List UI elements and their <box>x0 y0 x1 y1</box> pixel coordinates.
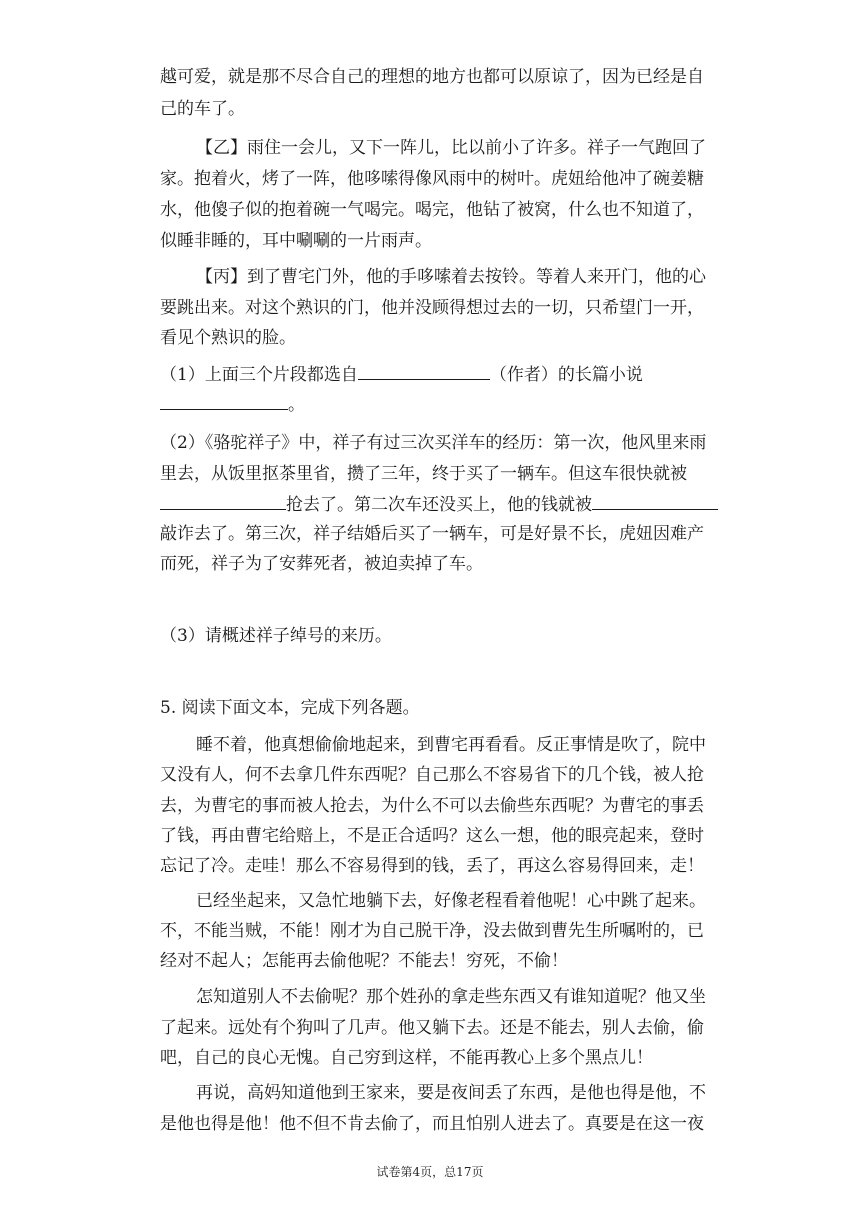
answer-blank-author[interactable] <box>358 363 490 380</box>
page-footer: 试卷第4页，总17页 <box>376 1165 484 1179</box>
question-2-line: 敲诈去了。第三次，祥子结婚后买了一辆车，可是好景不长，虎妞因难产 <box>160 524 704 544</box>
passage-yi-line: 家。抱着火，烤了一阵，他哆嗦得像风雨中的树叶。虎妞给他冲了碗姜糖 <box>160 169 704 189</box>
passage-jia-line: 越可爱，就是那不尽合自己的理想的地方也都可以原谅了，因为已经是自 <box>160 67 704 87</box>
passage-bing-line: 看见个熟识的脸。 <box>160 328 296 348</box>
passage-yi-line: 似睡非睡的，耳中唰唰的一片雨声。 <box>160 231 432 251</box>
q5-para2-line: 已经坐起来，又急忙地躺下去，好像老程看着他呢！心中跳了起来。 <box>196 891 706 911</box>
q5-para4-line: 再说，高妈知道他到王家来，要是夜间丢了东西，是他也得是他，不 <box>196 1083 706 1103</box>
q5-para3-line: 吧，自己的良心无愧。自己穷到这样，不能再教心上多个黑点儿！ <box>160 1048 653 1068</box>
question-1-text: （1）上面三个片段都选自 <box>160 365 358 385</box>
passage-yi-line: 水，他傻子似的抱着碗一气喝完。喝完，他钻了被窝，什么也不知道了， <box>160 200 704 220</box>
passage-bing-line: 要跳出来。对这个熟识的门，他并没顾得想过去的一切，只希望门一开， <box>160 298 704 318</box>
passage-yi-line: 【乙】雨住一会儿，又下一阵儿，比以前小了许多。祥子一气跑回了 <box>196 138 706 158</box>
passage-jia-line: 己的车了。 <box>160 99 245 119</box>
question-2-line: 而死，祥子为了安葬死者，被迫卖掉了车。 <box>160 554 483 574</box>
question-3: （3）请概述祥子绰号的来历。 <box>160 626 392 646</box>
question-2-line: 里去，从饭里抠茶里省，攒了三年，终于买了一辆车。但这车很快就被 <box>160 464 687 484</box>
q5-para3-line: 了起来。远处有个狗叫了几声。他又躺下去。还是不能去，别人去偷，偷 <box>160 1018 704 1038</box>
answer-blank-novel[interactable] <box>160 393 288 410</box>
question-1-cont <box>160 393 305 416</box>
question-1-text: 。 <box>288 395 305 415</box>
q5-para1-line: 了钱，再由曹宅给赔上，不是正合适吗？这么一想，他的眼亮起来，登时 <box>160 826 704 846</box>
q5-para1-line: 又没有人，何不去拿几件东西呢？自己那么不容易省下的几个钱，被人抢 <box>160 765 704 785</box>
q5-para2-line: 不，不能当贼，不能！刚才为自己脱干净，没去做到曹先生所嘱咐的，已 <box>160 921 704 941</box>
q5-para1-line: 睡不着，他真想偷偷地起来，到曹宅再看看。反正事情是吹了，院中 <box>196 735 706 755</box>
question-2-line <box>160 493 718 516</box>
passage-bing-line: 【丙】到了曹宅门外，他的手哆嗦着去按铃。等着人来开门，他的心 <box>196 267 706 287</box>
q5-para3-line: 怎知道别人不去偷呢？那个姓孙的拿走些东西又有谁知道呢？他又坐 <box>196 987 706 1007</box>
question-5-heading: 5. 阅读下面文本，完成下列各题。 <box>160 698 420 718</box>
q5-para1-line: 去，为曹宅的事而被人抢去，为什么不可以去偷些东西呢？为曹宅的事丢 <box>160 796 704 816</box>
question-2-line: （2）《骆驼祥子》中，祥子有过三次买洋车的经历：第一次，他风里来雨 <box>160 433 707 453</box>
q5-para1-line: 忘记了冷。走哇！那么不容易得到的钱，丢了，再这么容易得回来，走！ <box>160 856 704 876</box>
question-2-text: 抢去了。第二次车还没买上，他的钱就被 <box>286 495 592 515</box>
answer-blank-robbed-by[interactable] <box>160 493 286 510</box>
q5-para4-line: 是他也得是他！他不但不肯去偷了，而且怕别人进去了。真要是在这一夜 <box>160 1114 704 1134</box>
question-1 <box>160 363 643 386</box>
question-1-text: （作者）的长篇小说 <box>489 365 643 385</box>
q5-para2-line: 经对不起人；怎能再去偷他呢？不能去！穷死，不偷！ <box>160 951 568 971</box>
answer-blank-extorted-by[interactable] <box>592 493 718 510</box>
